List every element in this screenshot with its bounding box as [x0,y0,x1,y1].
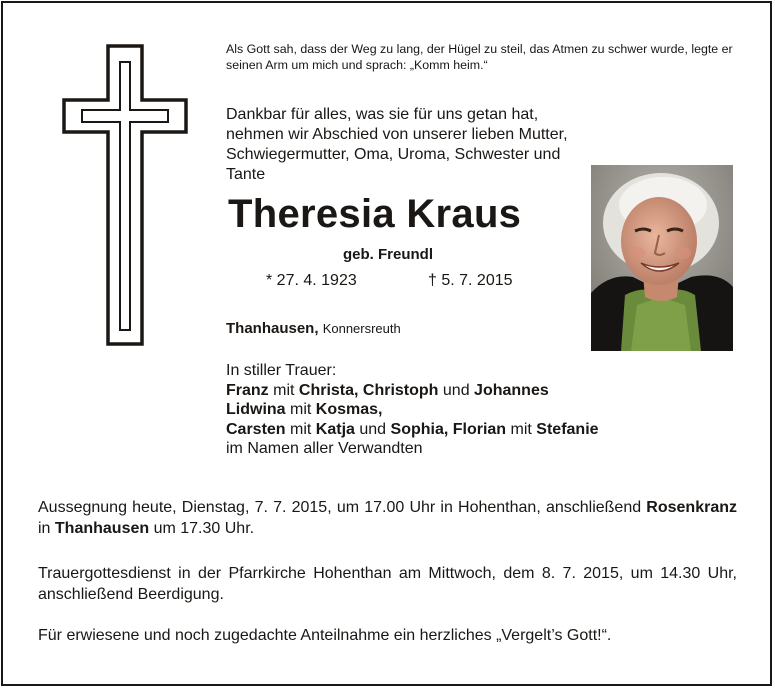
connector-text: und [354,420,391,438]
mourners-footer: im Namen aller Verwandten [226,440,423,458]
connector-text: und [438,381,475,399]
portrait-illustration [591,165,733,351]
birth-date: * 27. 4. 1923 [266,272,357,289]
mourner-name: Stefanie [536,420,599,438]
paragraph-text: um 17.30 Uhr. [149,519,255,537]
mourner-name: Sophia, Florian [390,420,507,438]
portrait-photo [591,165,733,351]
mourners-line-3 [226,420,686,440]
deceased-name: Theresia Kraus [228,192,522,236]
mourners-heading: In stiller Trauer: [226,362,337,379]
mourner-name: Johannes [474,381,549,399]
connector-text: mit [285,401,316,419]
connector-text: mit [506,420,537,438]
paragraph-text: in [38,519,55,537]
intro-text: Dankbar für alles, was sie für uns getan hat, nehmen wir Abschied von unserer lieben Mutter, Schwiegermutter, Oma, Uroma, Schwester und Tante [226,106,568,183]
paragraph-bold: Thanhausen [54,519,150,537]
mourners-line-1 [226,381,686,401]
mourner-name: Katja [315,420,355,438]
place-main: Thanhausen, [226,320,319,337]
connector-text: mit [268,381,299,399]
mourners-line-2 [226,400,686,420]
paragraph-text: Aussegnung heute, Dienstag, 7. 7. 2015, um 17.00 Uhr in Hohenthan, anschließend [38,499,647,516]
place-secondary: Konnersreuth [322,321,401,336]
mourner-name: Franz [226,381,269,399]
blessing-paragraph [38,498,737,539]
funeral-service-paragraph: Trauergottesdienst in der Pfarrkirche Hohenthan am Mittwoch, dem 8. 7. 2015, um 14.30 Uhr, anschließend Beerdigung. [38,565,737,603]
mourners-block [226,361,686,459]
mourner-name: Carsten [226,420,286,438]
mourner-name: Kosmas, [315,401,383,419]
place-line [226,320,401,337]
thanks-paragraph: Für erwiesene und noch zugedachte Anteilnahme ein herzliches „Vergelt’s Gott!“. [38,627,612,644]
cross-icon [62,44,188,346]
connector-text: mit [285,420,316,438]
bible-quote: Als Gott sah, dass der Weg zu lang, der Hügel zu steil, das Atmen zu schwer wurde, legte er seinen Arm um mich und sprach: „Komm heim.“ [226,42,733,72]
death-date: † 5. 7. 2015 [428,272,513,289]
mourner-name: Lidwina [226,401,286,419]
paragraph-bold: Rosenkranz [646,499,737,516]
mourner-name: Christa, Christoph [298,381,439,399]
maiden-name: geb. Freundl [343,246,433,263]
